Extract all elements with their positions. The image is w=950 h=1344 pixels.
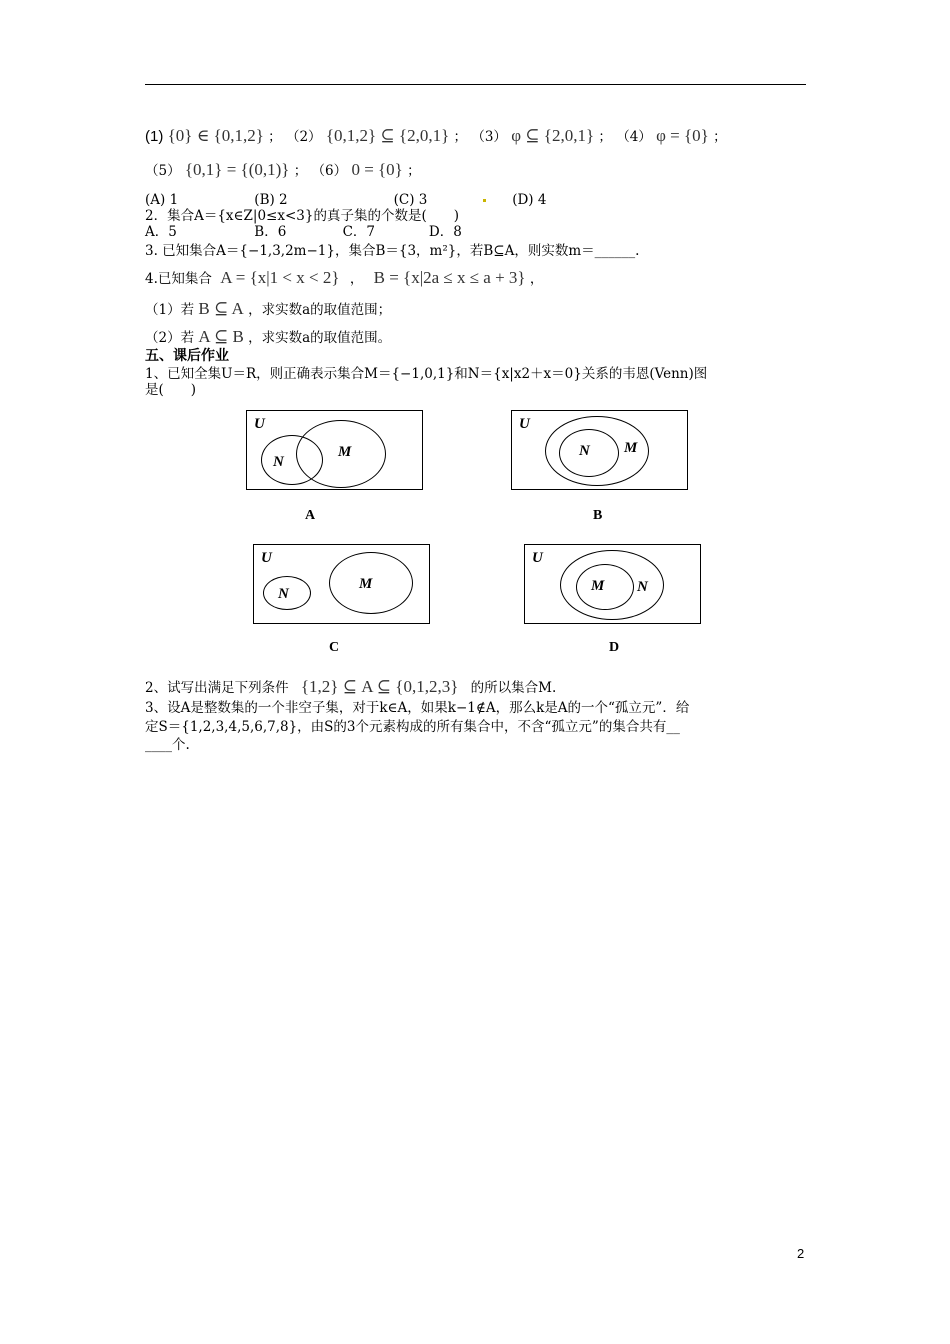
option-c: C．7 — [342, 224, 376, 240]
option-c: (C) 3 — [393, 192, 428, 208]
option-b: B．6 — [254, 224, 287, 240]
separator: ； — [407, 163, 421, 179]
separator: ， — [529, 271, 544, 287]
sub2-math: A ⊆ B — [198, 327, 244, 346]
q1-options — [145, 192, 546, 208]
mark-dot — [483, 199, 486, 202]
circle-m — [576, 564, 634, 610]
q1-line2 — [145, 162, 421, 179]
separator: ； — [293, 163, 308, 179]
header-rule — [145, 84, 806, 85]
prop-6-math: 0 = {0} — [351, 160, 403, 179]
hw1-line1: 1、已知全集U＝R，则正确表示集合M＝{−1,0,1}和N＝{x|x2＋x＝0}关系的韦恩(Venn)图 — [145, 366, 708, 382]
label-u: U — [519, 416, 530, 432]
prop-2-label: （2） — [285, 129, 322, 145]
separator: ； — [598, 129, 612, 145]
prop-3-label: （3） — [471, 129, 507, 145]
venn-caption-c: C — [329, 640, 340, 655]
separator: ， — [349, 271, 364, 287]
sub2-prefix: （2）若 — [145, 330, 195, 346]
option-d: (D) 4 — [512, 192, 547, 208]
q4-sub1 — [145, 301, 391, 318]
label-n: N — [273, 454, 284, 470]
hw2-line — [145, 679, 556, 696]
sub2-suffix: ，求实数a的取值范围。 — [248, 330, 392, 346]
label-m: M — [624, 440, 638, 456]
q4-sub2 — [145, 329, 391, 346]
venn-caption-d: D — [609, 640, 620, 655]
set-a-definition: A = {x|1 < x < 2} — [220, 268, 340, 287]
prop-2-math: {0,1,2} ⊆ {2,0,1} — [325, 126, 450, 145]
hw3-line3: ____个. — [145, 737, 190, 753]
separator: ； — [453, 129, 468, 145]
separator: ； — [713, 129, 727, 145]
page-number: 2 — [797, 1246, 805, 1261]
separator: ； — [268, 129, 282, 145]
venn-caption-a: A — [305, 508, 316, 523]
prop-1-label: (1) — [145, 128, 164, 145]
sub1-suffix: ，求实数a的取值范围； — [248, 302, 392, 318]
q4-intro: 4.已知集合 — [145, 271, 212, 287]
set-b-definition: B = {x|2a ≤ x ≤ a + 3} — [373, 268, 526, 287]
label-u: U — [254, 416, 265, 432]
section-heading: 五、课后作业 — [145, 348, 229, 364]
sub1-math: B ⊆ A — [198, 299, 244, 318]
hw3-line2: 定S＝{1,2,3,4,5,6,7,8}，由S的3个元素构成的所有集合中，不含“孤立元”的集合共有__ — [145, 719, 680, 735]
q1-line1 — [145, 128, 727, 145]
label-m: M — [338, 444, 352, 460]
option-b: (B) 2 — [254, 192, 288, 208]
option-d: D．8 — [428, 224, 462, 240]
q4-line — [145, 270, 543, 287]
option-a: (A) 1 — [145, 192, 179, 208]
q3-text: 3. 已知集合A＝{−1,3,2m−1}，集合B＝{3，m²}，若B⊆A，则实数m＝______. — [145, 243, 640, 259]
label-n: N — [579, 443, 590, 459]
venn-caption-b: B — [593, 508, 603, 523]
label-u: U — [261, 550, 272, 566]
q2-options — [145, 224, 462, 240]
prop-5-label: （5） — [145, 163, 181, 179]
prop-4-math: φ = {0} — [656, 126, 709, 145]
label-n: N — [637, 579, 648, 595]
q2-text: 2．集合A＝{x∈Z|0≤x<3}的真子集的个数是( ) — [145, 208, 459, 224]
prop-6-label: （6） — [311, 163, 348, 179]
hw2-math: {1,2} ⊆ A ⊆ {0,1,2,3} — [300, 677, 459, 696]
hw2-suffix: 的所以集合M. — [470, 680, 557, 696]
prop-1-math: {0} ∈ {0,1,2} — [167, 126, 264, 145]
label-n: N — [278, 586, 289, 602]
label-m: M — [359, 576, 373, 592]
prop-3-math: φ ⊆ {2,0,1} — [511, 126, 595, 145]
prop-5-math: {0,1} = {(0,1)} — [184, 160, 290, 179]
prop-4-label: （4） — [616, 129, 652, 145]
option-a: A．5 — [145, 224, 177, 240]
label-u: U — [532, 550, 543, 566]
sub1-prefix: （1）若 — [145, 302, 195, 318]
label-m: M — [591, 578, 605, 594]
hw2-prefix: 2、试写出满足下列条件 — [145, 680, 289, 696]
hw3-line1: 3、设A是整数集的一个非空子集，对于k∈A，如果k−1∉A，那么k是A的一个“孤立元”．给 — [145, 700, 690, 716]
hw1-line2: 是( ) — [145, 382, 197, 398]
